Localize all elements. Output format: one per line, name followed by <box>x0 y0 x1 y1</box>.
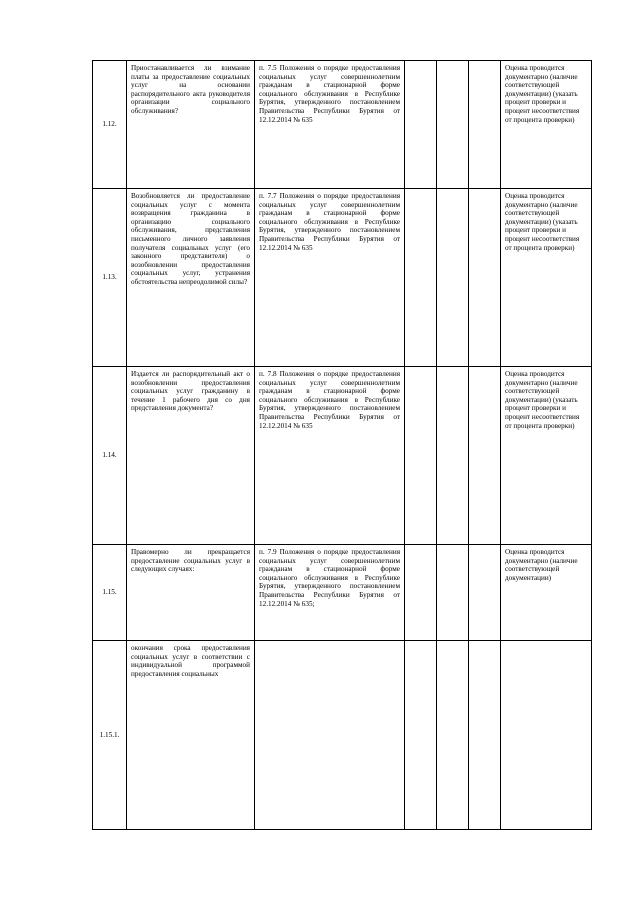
row-reference: п. 7.7 Положения о порядке предоставления социальных услуг совершеннолетним гражданам в стационарной форме социального обслуживания в Республике Бурятия, утвержденного постановлением Правительства Республики Бурятия от 12.12.2014 № 635 <box>255 189 405 366</box>
answer-no-cell <box>437 641 469 829</box>
table-row <box>93 641 591 829</box>
row-number: 1.13. <box>93 189 127 366</box>
answer-yes-cell <box>405 367 437 544</box>
row-question: Приостанавливается ли взимание платы за предоставление социальных услуг на основании распорядительного акта руководителя организации социального обслуживания? <box>127 61 255 188</box>
row-question: Правомерно ли прекращается предоставление социальных услуг в следующих случаях: <box>127 545 255 640</box>
table-row <box>93 545 591 641</box>
row-reference: п. 7.8 Положения о порядке предоставления социальных услуг совершеннолетним гражданам в стационарной форме социального обслуживания в Республике Бурятия, утвержденного постановлением Правительства Республики Бурятия от 12.12.2014 № 635 <box>255 367 405 544</box>
row-number: 1.12. <box>93 61 127 188</box>
table-row <box>93 61 591 189</box>
row-reference <box>255 641 405 829</box>
answer-na-cell <box>469 367 501 544</box>
row-note <box>501 641 591 829</box>
answer-no-cell <box>437 367 469 544</box>
answer-no-cell <box>437 545 469 640</box>
answer-na-cell <box>469 189 501 366</box>
answer-yes-cell <box>405 641 437 829</box>
row-number: 1.14. <box>93 367 127 544</box>
row-reference: п. 7.5 Положения о порядке предоставления социальных услуг совершеннолетним гражданам в стационарной форме социального обслуживания в Республике Бурятия, утвержденного постановлением Правительства Республики Бурятия от 12.12.2014 № 635 <box>255 61 405 188</box>
answer-no-cell <box>437 61 469 188</box>
row-note: Оценка проводится документарно (наличие соответствующей документации) (указать процент проверки и процент несоответствия от процента проверки) <box>505 192 580 252</box>
row-question: Возобновляется ли предоставление социальных услуг с момента возвращения гражданина в организацию социального обслуживания, представления письменного личного заявления получателя социальных услуг (его законного представителя) о возобновлении предоставления социальных услуг, устранения обстоятельства непреодолимой силы? <box>127 189 255 366</box>
table-row <box>93 367 591 545</box>
answer-yes-cell <box>405 189 437 366</box>
table-row <box>93 189 591 367</box>
checklist-table <box>92 60 592 830</box>
row-question: окончания срока предоставления социальных услуг в соответствии с индивидуальной программой предоставления социальных <box>127 641 255 829</box>
row-question: Издается ли распорядительный акт о возобновлении предоставления социальных услуг гражданину в течение 1 рабочего дня со дня представления документа? <box>127 367 255 544</box>
row-reference: п. 7.9 Положения о порядке предоставления социальных услуг совершеннолетним гражданам в стационарной форме социального обслуживания в Республике Бурятия, утвержденного постановлением Правительства Республики Бурятия от 12.12.2014 № 635; <box>255 545 405 640</box>
row-number: 1.15. <box>93 545 127 640</box>
answer-na-cell <box>469 545 501 640</box>
answer-no-cell <box>437 189 469 366</box>
row-note: Оценка проводится документарно (наличие соответствующей документации) <box>505 548 578 582</box>
answer-yes-cell <box>405 61 437 188</box>
row-note: Оценка проводится документарно (наличие соответствующей документации) (указать процент проверки и процент несоответствия от процента проверки) <box>505 370 580 430</box>
answer-na-cell <box>469 61 501 188</box>
answer-na-cell <box>469 641 501 829</box>
row-number: 1.15.1. <box>93 641 127 829</box>
answer-yes-cell <box>405 545 437 640</box>
row-note: Оценка проводится документарно (наличие соответствующей документации) (указать процент проверки и процент несоответствия от процента проверки) <box>505 64 580 124</box>
